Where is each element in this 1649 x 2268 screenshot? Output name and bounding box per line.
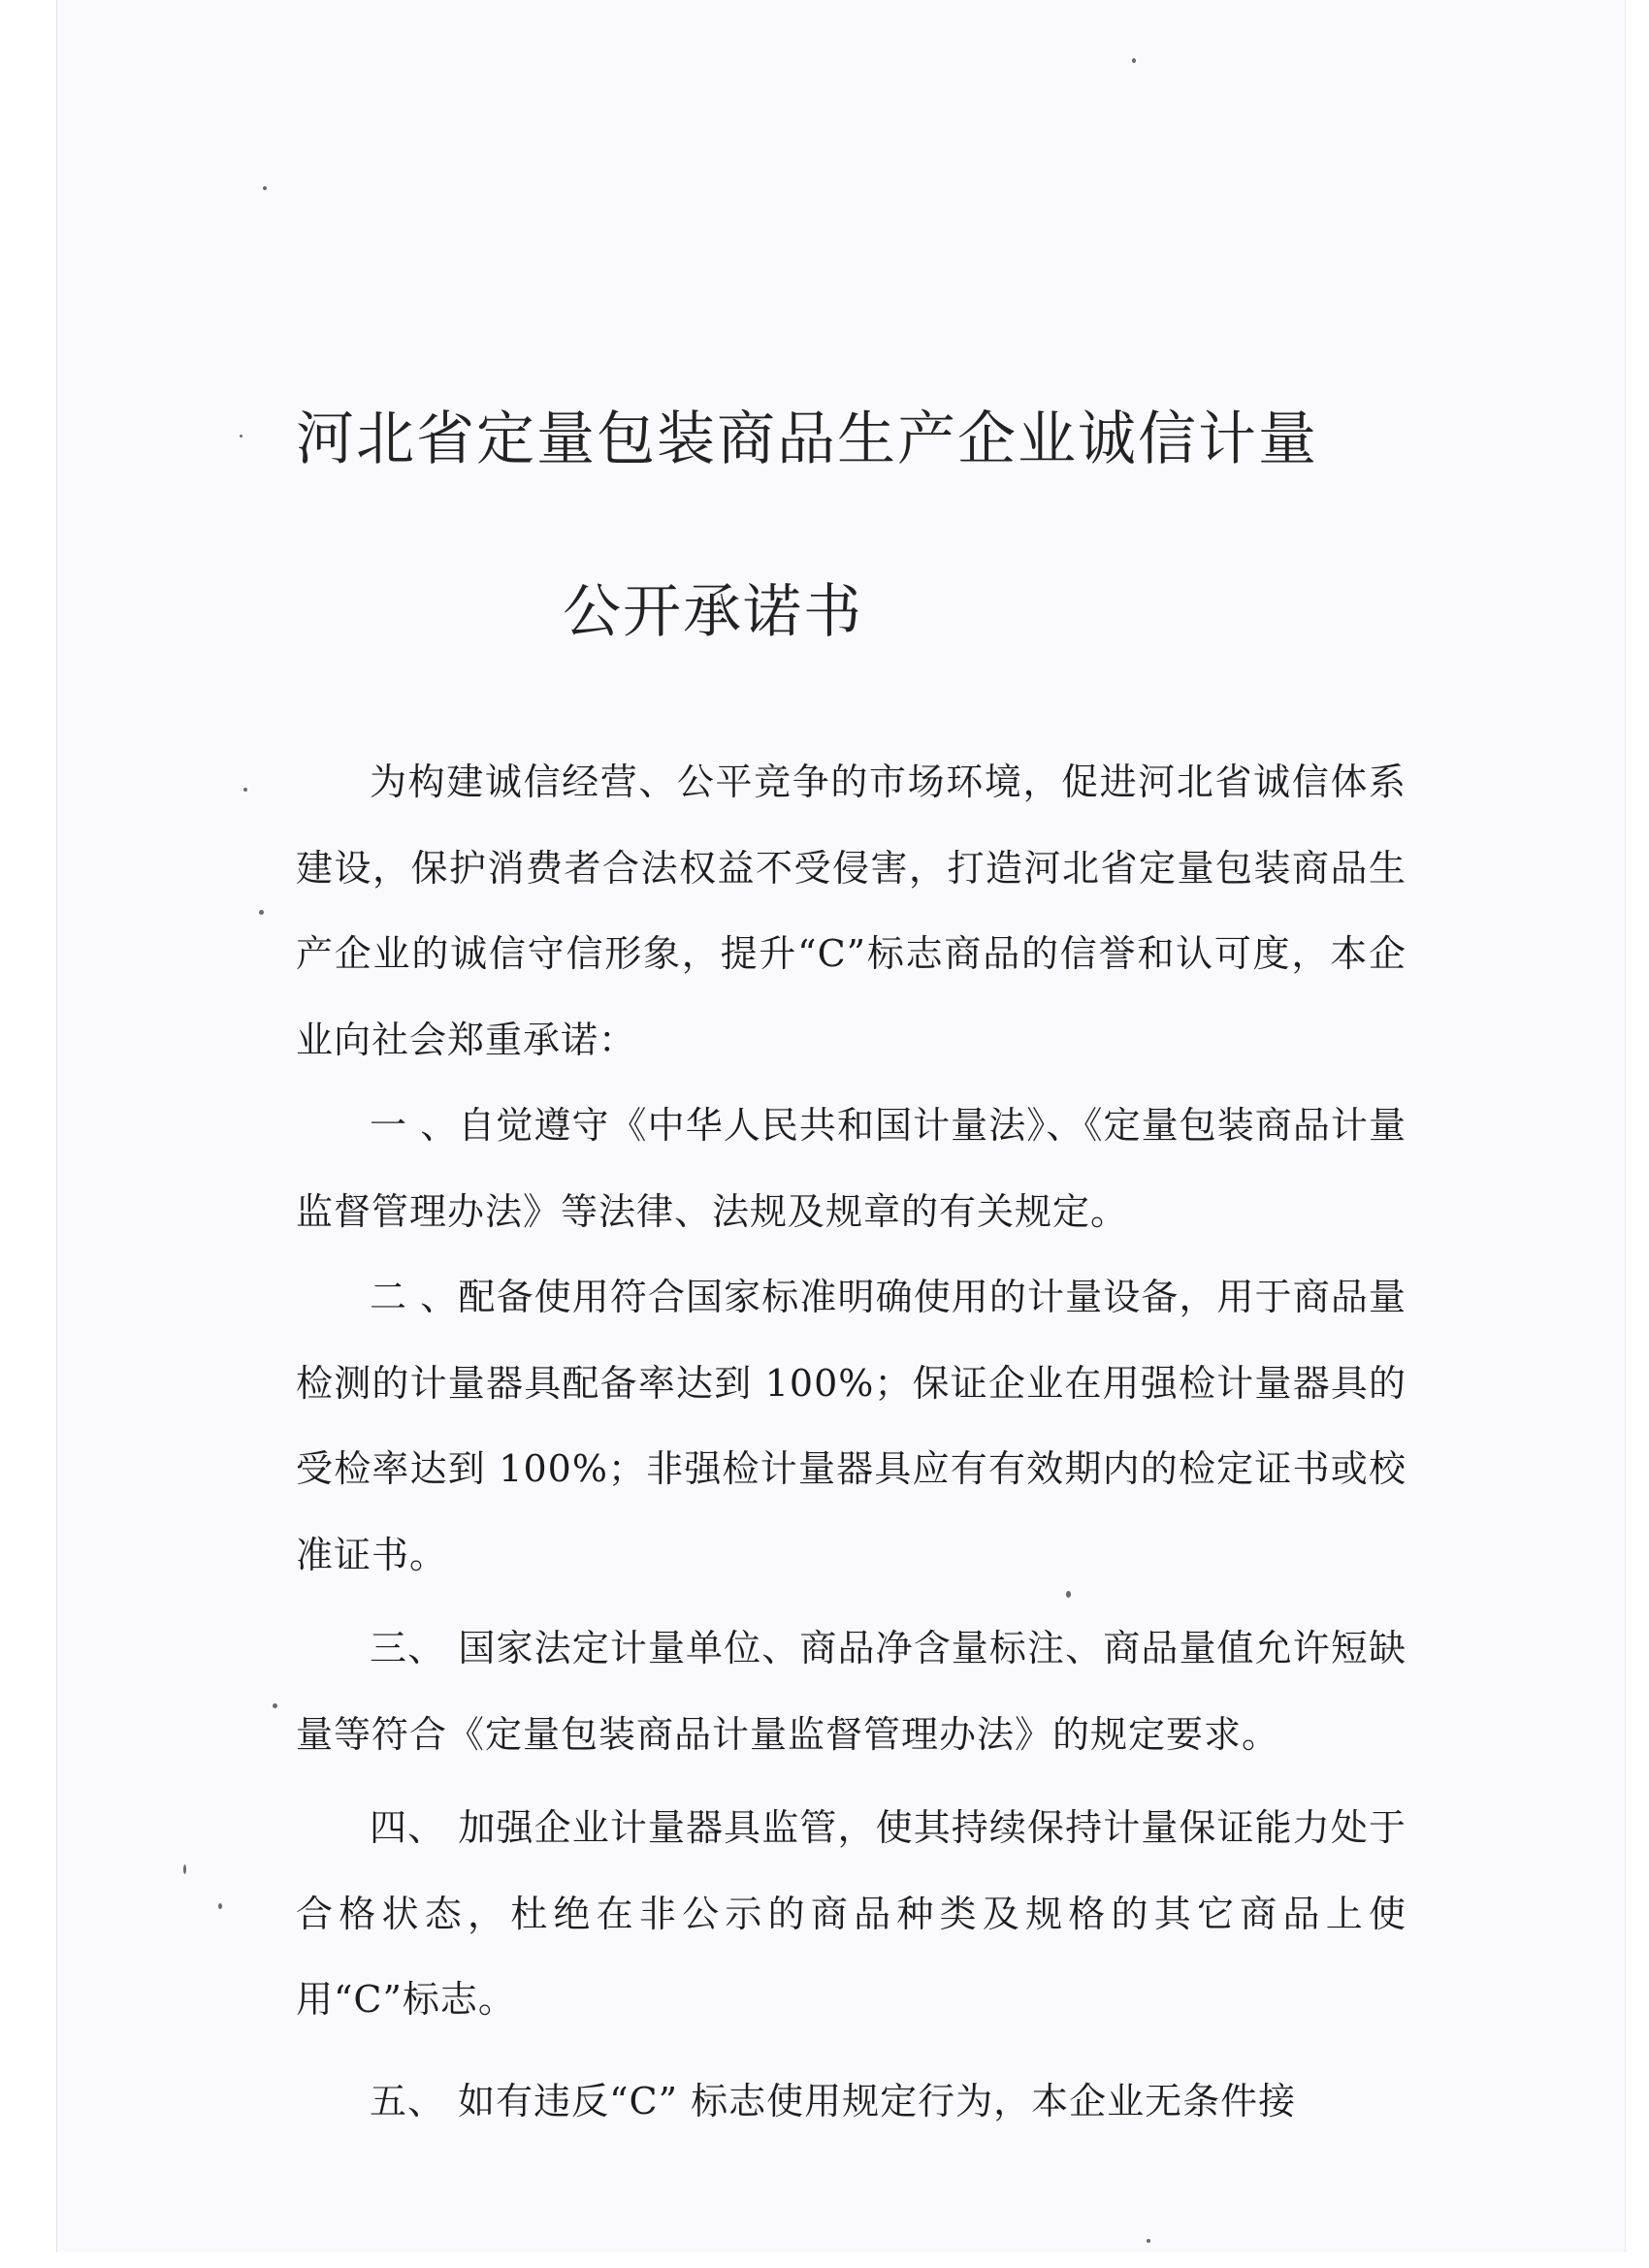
scan-speck bbox=[183, 1864, 186, 1874]
scan-speck bbox=[243, 788, 247, 792]
scan-speck bbox=[240, 435, 242, 437]
paragraph-intro: 为构建诚信经营、公平竞争的市场环境，促进河北省诚信体系建设，保护消费者合法权益不受侵害，打造河北省定量包装商品生产企业的诚信守信形象，提升“C”标志商品的信誉和认可度，本企业向社会郑重承诺： bbox=[296, 761, 1406, 1061]
paragraph-item-3: 三、 国家法定计量单位、商品净含量标注、商品量值允许短缺量等符合《定量包装商品计量监督管理办法》的规定要求。 bbox=[296, 1627, 1406, 1756]
paragraph-item-4: 四、 加强企业计量器具监管，使其持续保持计量保证能力处于合格状态，杜绝在非公示的商品种类及规格的其它商品上使用“C”标志。 bbox=[296, 1806, 1406, 2021]
paragraph-item-5: 五、 如有违反“C” 标志使用规定行为，本企业无条件接 bbox=[370, 2079, 1297, 2122]
scan-speck bbox=[273, 1703, 277, 1708]
scan-speck bbox=[1132, 58, 1136, 63]
scan-speck bbox=[259, 910, 264, 915]
scan-speck bbox=[218, 1903, 222, 1909]
document-body bbox=[296, 739, 1406, 2144]
paragraph-item-2: 二 、配备使用符合国家标准明确使用的计量设备，用于商品量检测的计量器具配备率达到 100%；保证企业在用强检计量器具的受检率达到 100%；非强检计量器具应有有效期内的检定证书或校准证书。 bbox=[296, 1276, 1406, 1576]
document-title-line-2: 公开承诺书 bbox=[563, 578, 863, 646]
scan-speck bbox=[1147, 2239, 1150, 2243]
scan-speck bbox=[263, 186, 267, 190]
document-title-line-1: 河北省定量包装商品生产企业诚信计量 bbox=[296, 405, 1318, 473]
paragraph-item-1: 一 、自觉遵守《中华人民共和国计量法》、《定量包装商品计量监督管理办法》等法律、法规及规章的有关规定。 bbox=[296, 1104, 1406, 1233]
